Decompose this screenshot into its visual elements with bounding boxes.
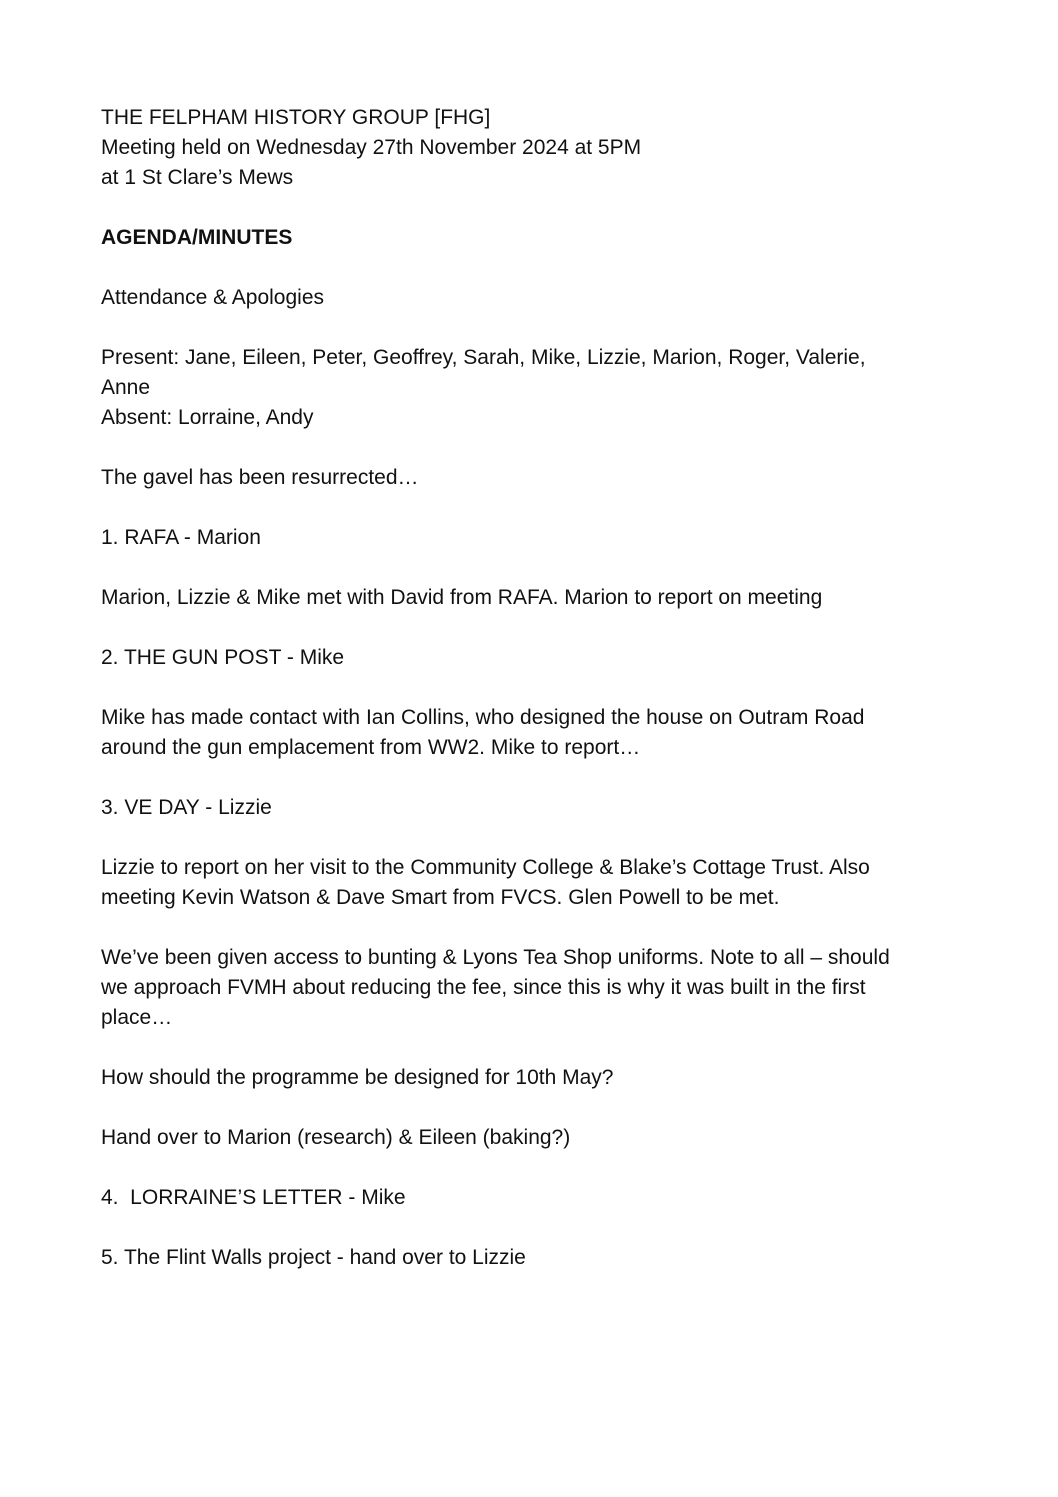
item-2-text-continued: around the gun emplacement from WW2. Mike to report… [101,736,641,759]
spacer [101,253,961,283]
spacer [101,493,961,523]
item-3-paragraph-4: Hand over to Marion (research) & Eileen (baking?) [101,1126,571,1149]
item-3-paragraph-2-end: place… [101,1006,173,1029]
meeting-location: at 1 St Clare’s Mews [101,166,294,189]
item-1-text: Marion, Lizzie & Mike met with David from RAFA. Marion to report on meeting [101,586,823,609]
spacer [101,613,961,643]
present-list: Present: Jane, Eileen, Peter, Geoffrey, Sarah, Mike, Lizzie, Marion, Roger, Valerie, [101,346,866,369]
absent-list: Absent: Lorraine, Andy [101,406,314,429]
spacer [101,823,961,853]
spacer [101,763,961,793]
group-title: THE FELPHAM HISTORY GROUP [FHG] [101,106,491,129]
spacer [101,193,961,223]
spacer [101,313,961,343]
item-3-paragraph-2-continued: we approach FVMH about reducing the fee, since this is why it was built in the first [101,976,866,999]
item-3-paragraph-1: Lizzie to report on her visit to the Community College & Blake’s Cottage Trust. Also [101,856,870,879]
spacer [101,1093,961,1123]
item-3-title: 3. VE DAY - Lizzie [101,796,272,819]
meeting-date: Meeting held on Wednesday 27th November 2024 at 5PM [101,136,642,159]
item-1-title: 1. RAFA - Marion [101,526,261,549]
attendance-title: Attendance & Apologies [101,286,325,309]
spacer [101,1213,961,1243]
item-3-paragraph-1-continued: meeting Kevin Watson & Dave Smart from FVCS. Glen Powell to be met. [101,886,780,909]
item-3-paragraph-2: We’ve been given access to bunting & Lyons Tea Shop uniforms. Note to all – should [101,946,890,969]
gavel-note: The gavel has been resurrected… [101,466,419,489]
item-2-text: Mike has made contact with Ian Collins, who designed the house on Outram Road [101,706,865,729]
spacer [101,913,961,943]
item-3-paragraph-3: How should the programme be designed for 10th May? [101,1066,614,1089]
document-body [101,103,961,1273]
spacer [101,1033,961,1063]
spacer [101,673,961,703]
present-list-continued: Anne [101,376,151,399]
item-4-title: 4. LORRAINE’S LETTER - Mike [101,1186,406,1209]
spacer [101,433,961,463]
agenda-heading: AGENDA/MINUTES [101,226,293,249]
spacer [101,553,961,583]
item-2-title: 2. THE GUN POST - Mike [101,646,345,669]
spacer [101,1153,961,1183]
item-5-title: 5. The Flint Walls project - hand over to Lizzie [101,1246,526,1269]
